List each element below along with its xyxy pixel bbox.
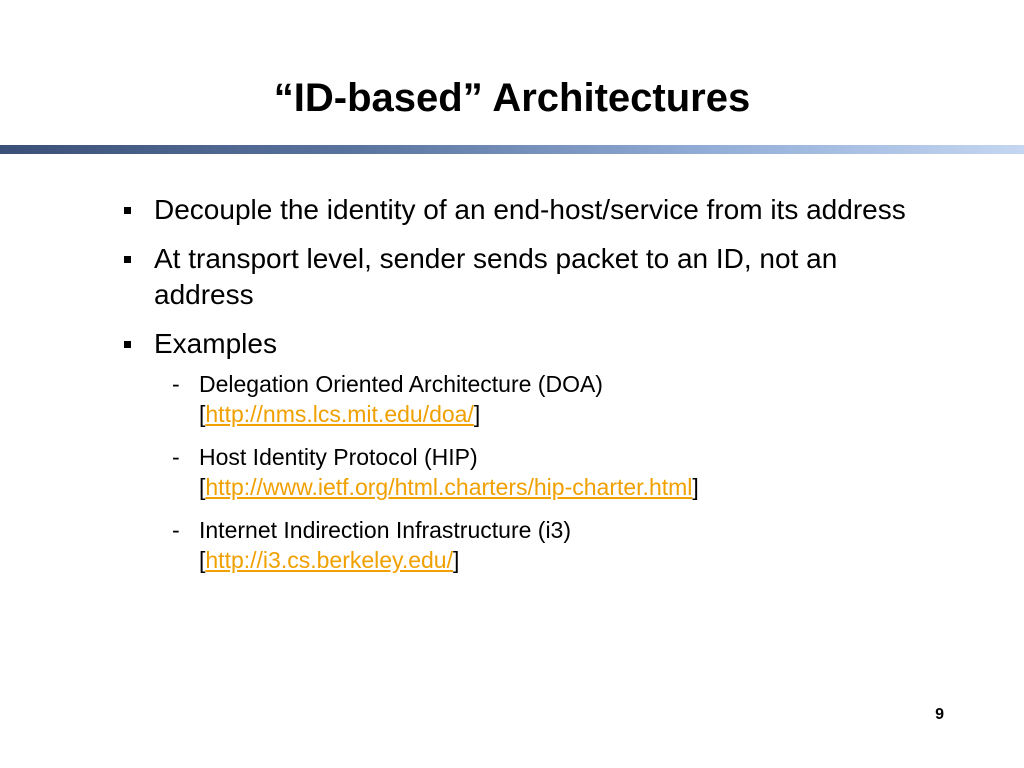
slide-content (124, 192, 924, 588)
page-number: 9 (935, 706, 944, 723)
example-reference (199, 472, 924, 502)
hip-link[interactable]: http://www.ietf.org/html.charters/hip-charter.html (205, 474, 693, 500)
example-item (124, 369, 924, 429)
open-bracket: [ (199, 474, 206, 500)
close-bracket: ] (473, 401, 481, 427)
example-reference (199, 399, 924, 429)
bullet-item (124, 192, 924, 228)
example-item (124, 442, 924, 502)
open-bracket: [ (199, 401, 206, 427)
open-bracket: [ (199, 547, 206, 573)
example-name: Internet Indirection Infrastructure (i3) (199, 517, 571, 543)
example-name: Delegation Oriented Architecture (DOA) (199, 371, 603, 397)
example-reference (199, 545, 924, 575)
example-item (124, 515, 924, 575)
bullet-text: Examples (154, 328, 277, 359)
bullet-text: Decouple the identity of an end-host/service from its address (154, 194, 906, 225)
square-bullet-icon (124, 207, 131, 214)
example-name: Host Identity Protocol (HIP) (199, 444, 478, 470)
close-bracket: ] (453, 547, 460, 573)
dash-marker: - (172, 371, 180, 397)
bullet-item (124, 241, 924, 313)
doa-link[interactable]: http://nms.lcs.mit.edu/doa/ (205, 401, 474, 427)
bullet-item (124, 326, 924, 362)
square-bullet-icon (124, 341, 131, 348)
slide-title: “ID-based” Architectures (273, 76, 751, 120)
bullet-text: At transport level, sender sends packet to an ID, not an address (154, 243, 838, 310)
square-bullet-icon (124, 256, 131, 263)
dash-marker: - (172, 444, 180, 470)
examples-list (124, 369, 924, 575)
close-bracket: ] (692, 474, 699, 500)
dash-marker: - (172, 517, 180, 543)
title-divider (0, 145, 1024, 154)
i3-link[interactable]: http://i3.cs.berkeley.edu/ (205, 547, 453, 573)
